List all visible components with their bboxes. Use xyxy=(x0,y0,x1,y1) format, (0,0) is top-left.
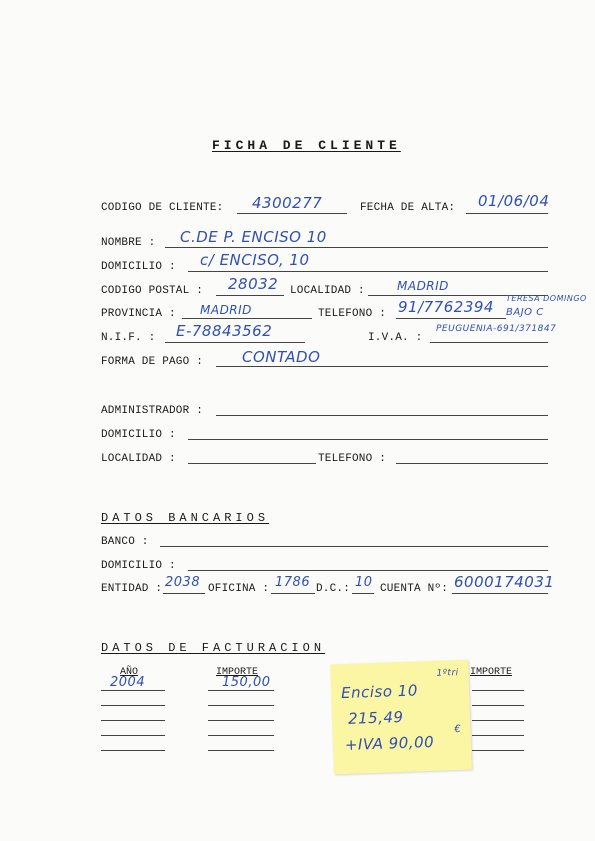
ano-row-line[interactable] xyxy=(101,750,165,751)
row1-importe-value[interactable]: 150,00 xyxy=(222,675,271,690)
administrador-label: ADMINISTRADOR : xyxy=(101,405,204,417)
page-title: FICHA DE CLIENTE xyxy=(212,138,401,153)
nombre-label: NOMBRE : xyxy=(101,237,156,249)
dc-label: D.C.: xyxy=(316,583,351,595)
importe-row-line[interactable] xyxy=(208,690,274,691)
adm-localidad-label: LOCALIDAD : xyxy=(101,453,176,465)
sticky-line-1-sup: 1ºtri xyxy=(436,667,459,679)
localidad-value[interactable]: MADRID xyxy=(397,279,449,293)
provincia-line xyxy=(182,318,312,319)
sticky-line-3: +IVA 90,00 xyxy=(344,732,435,754)
importe-row-line[interactable] xyxy=(208,750,274,751)
forma-pago-label: FORMA DE PAGO : xyxy=(101,356,204,368)
importe-row-line[interactable] xyxy=(208,720,274,721)
importe-2-row-line[interactable] xyxy=(472,750,524,751)
iva-line xyxy=(430,342,548,343)
sticky-line-1: Enciso 10 xyxy=(340,681,419,703)
col-ano-header: AÑO xyxy=(120,667,139,678)
domicilio-value[interactable]: c/ ENCISO, 10 xyxy=(200,251,310,269)
provincia-value[interactable]: MADRID xyxy=(200,303,252,317)
sticky-line-2: 215,49 xyxy=(347,707,404,728)
nif-value[interactable]: E-78843562 xyxy=(176,322,273,340)
telefono-note-1: TERESA DOMINGO xyxy=(506,294,587,303)
localidad-label: LOCALIDAD : xyxy=(290,285,365,297)
ano-row-line[interactable] xyxy=(101,735,165,736)
cuenta-value[interactable]: 6000174031 xyxy=(454,573,555,591)
section-datos-bancarios: DATOS BANCARIOS xyxy=(101,511,270,525)
fecha-alta-line xyxy=(466,213,548,214)
banco-domicilio-label: DOMICILIO : xyxy=(101,560,176,572)
iva-label: I.V.A. : xyxy=(368,332,423,344)
sticky-line-3-sup: € xyxy=(454,723,462,736)
banco-line[interactable] xyxy=(160,546,548,547)
ano-row-line[interactable] xyxy=(101,705,165,706)
telefono-label: TELEFONO : xyxy=(318,308,387,320)
telefono-line xyxy=(396,318,506,319)
adm-telefono-label: TELEFONO : xyxy=(318,453,387,465)
telefono-note-2: BAJO C xyxy=(506,307,544,318)
codigo-postal-value[interactable]: 28032 xyxy=(228,275,279,293)
oficina-line xyxy=(271,593,315,594)
entidad-line xyxy=(163,593,205,594)
nif-line xyxy=(165,342,305,343)
section-datos-facturacion: DATOS DE FACTURACION xyxy=(101,641,326,655)
fecha-alta-value[interactable]: 01/06/04 xyxy=(478,192,550,210)
nif-label: N.I.F. : xyxy=(101,332,156,344)
importe-2-row-line[interactable] xyxy=(472,720,524,721)
dc-line xyxy=(352,593,374,594)
adm-localidad-line[interactable] xyxy=(188,463,316,464)
codigo-cliente-value[interactable]: 4300277 xyxy=(252,194,323,212)
codigo-cliente-label: CODIGO DE CLIENTE: xyxy=(101,202,224,214)
banco-domicilio-line[interactable] xyxy=(188,570,548,571)
domicilio-line xyxy=(188,271,548,272)
oficina-value[interactable]: 1786 xyxy=(275,575,311,590)
forma-pago-value[interactable]: CONTADO xyxy=(242,348,321,366)
codigo-postal-line xyxy=(216,295,284,296)
administrador-line[interactable] xyxy=(216,415,548,416)
codigo-cliente-line xyxy=(237,213,347,214)
cuenta-line xyxy=(452,593,548,594)
fecha-alta-label: FECHA DE ALTA: xyxy=(360,202,456,214)
cuenta-label: CUENTA Nº: xyxy=(380,583,449,595)
importe-2-row-line[interactable] xyxy=(472,690,524,691)
ano-row-line[interactable] xyxy=(101,720,165,721)
importe-2-row-line[interactable] xyxy=(472,735,524,736)
codigo-postal-label: CODIGO POSTAL : xyxy=(101,285,204,297)
forma-pago-line xyxy=(216,366,548,367)
importe-row-line[interactable] xyxy=(208,735,274,736)
telefono-value[interactable]: 91/7762394 xyxy=(398,298,494,316)
dc-value[interactable]: 10 xyxy=(355,575,373,590)
col-importe-header: IMPORTE xyxy=(216,667,259,678)
entidad-label: ENTIDAD : xyxy=(101,583,163,595)
entidad-value[interactable]: 2038 xyxy=(165,575,201,590)
adm-telefono-line[interactable] xyxy=(396,463,548,464)
sticky-note xyxy=(330,660,472,775)
domicilio-label: DOMICILIO : xyxy=(101,261,176,273)
col-importe-2-header: IMPORTE xyxy=(470,667,513,678)
adm-domicilio-line[interactable] xyxy=(188,439,548,440)
ano-row-line[interactable] xyxy=(101,690,165,691)
nombre-value[interactable]: C.DE P. ENCISO 10 xyxy=(180,228,327,246)
importe-row-line[interactable] xyxy=(208,705,274,706)
banco-label: BANCO : xyxy=(101,536,149,548)
provincia-label: PROVINCIA : xyxy=(101,308,176,320)
adm-domicilio-label: DOMICILIO : xyxy=(101,429,176,441)
oficina-label: OFICINA : xyxy=(208,583,270,595)
importe-2-row-line[interactable] xyxy=(472,705,524,706)
nombre-line xyxy=(165,247,548,248)
iva-note: PEUGUENIA-691/371847 xyxy=(436,324,557,334)
row1-ano-value[interactable]: 2004 xyxy=(110,675,146,690)
